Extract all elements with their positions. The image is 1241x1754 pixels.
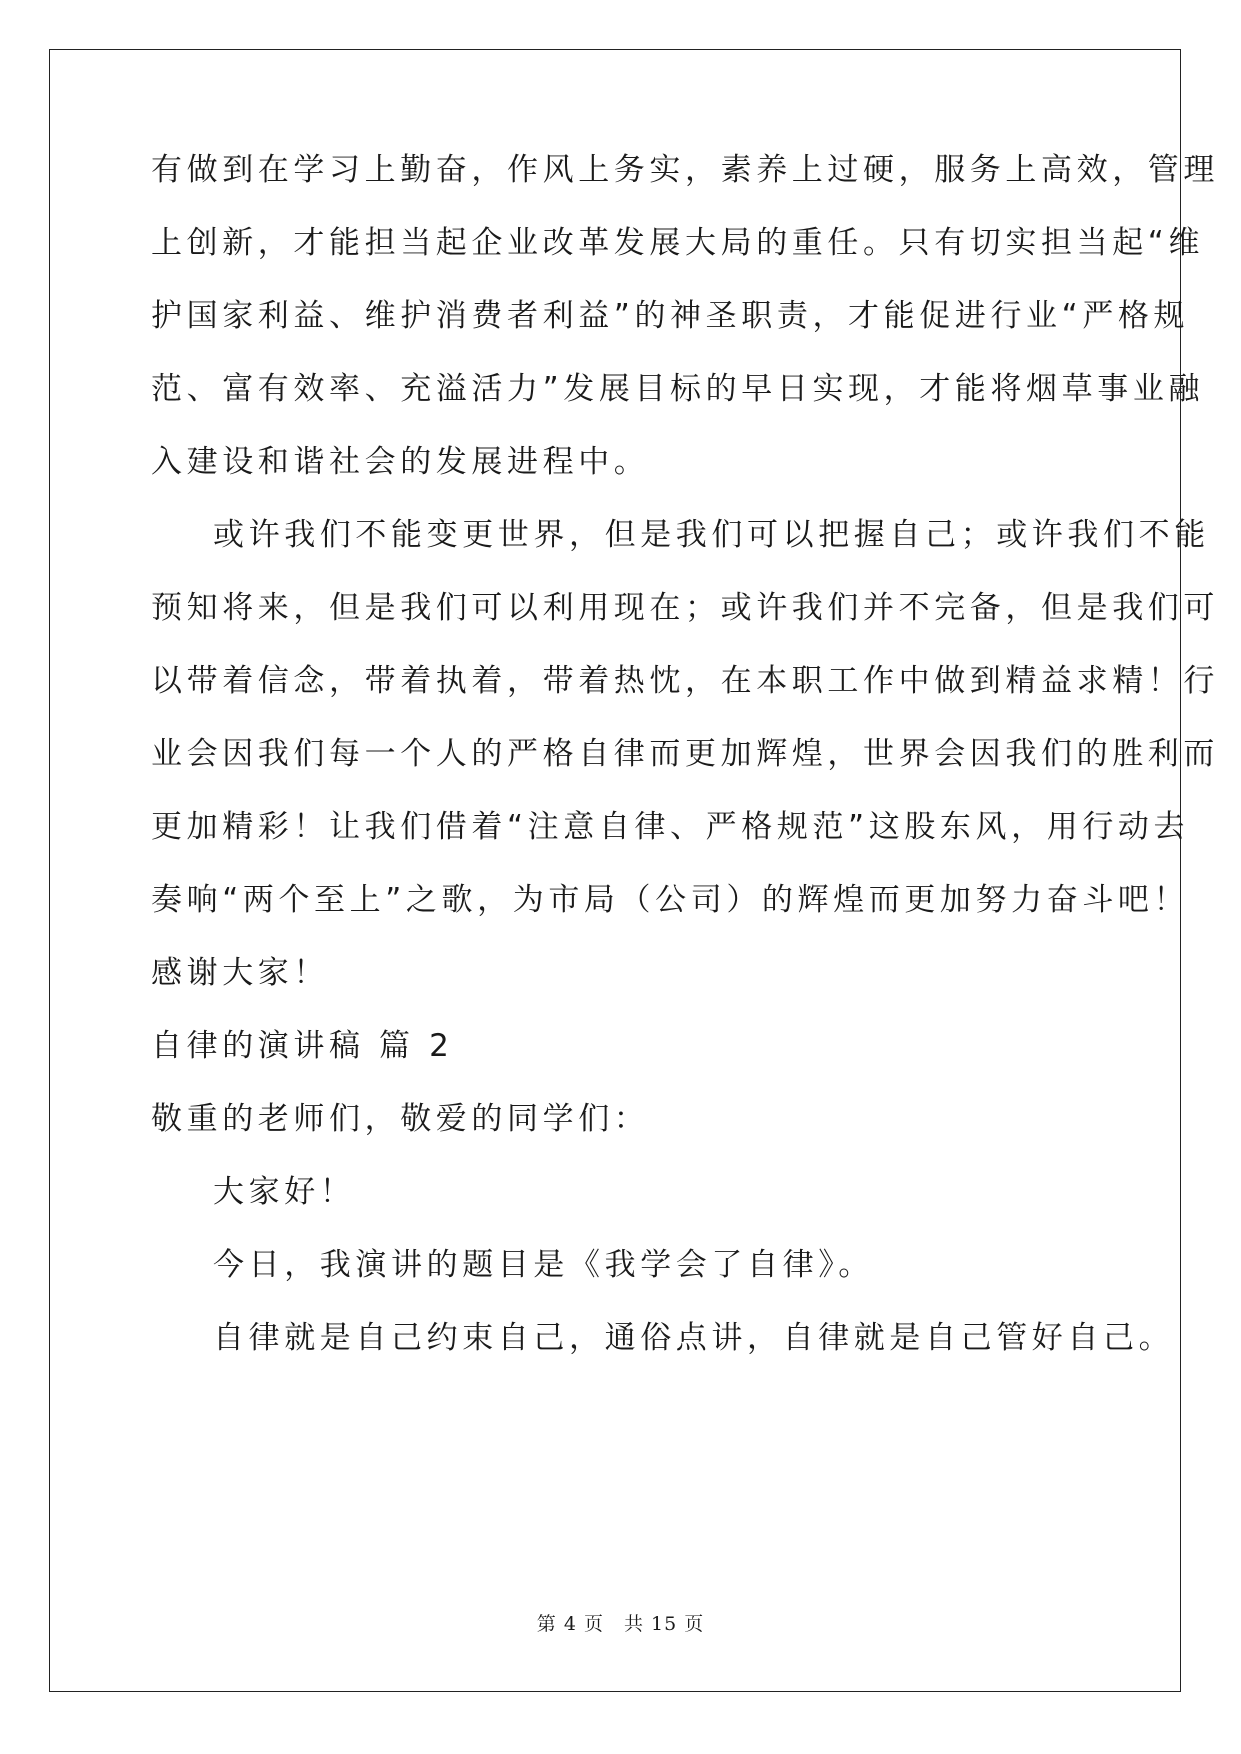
closing-line: 感谢大家！ xyxy=(151,955,329,991)
paragraph-line: 更加精彩！让我们借着“注意自律、严格规范”这股东风，用行动去 xyxy=(151,809,1190,845)
paragraph-line: 业会因我们每一个人的严格自律而更加辉煌，世界会因我们的胜利而 xyxy=(151,736,1219,772)
salutation-line: 敬重的老师们，敬爱的同学们： xyxy=(151,1101,650,1137)
greeting-line: 大家好！ xyxy=(213,1174,356,1210)
paragraph-line: 以带着信念，带着执着，带着热忱，在本职工作中做到精益求精！行 xyxy=(151,663,1219,699)
paragraph-line: 奏响“两个至上”之歌，为市局（公司）的辉煌而更加努力奋斗吧！ xyxy=(151,882,1190,918)
paragraph-line: 今日，我演讲的题目是《我学会了自律》。 xyxy=(213,1247,874,1283)
paragraph-line: 自律就是自己约束自己，通俗点讲，自律就是自己管好自己。 xyxy=(213,1320,1175,1356)
paragraph-line: 入建设和谐社会的发展进程中。 xyxy=(151,444,650,480)
paragraph-line: 预知将来，但是我们可以利用现在；或许我们并不完备，但是我们可 xyxy=(151,590,1219,626)
paragraph-line: 范、富有效率、充溢活力”发展目标的早日实现，才能将烟草事业融 xyxy=(151,371,1205,407)
paragraph-line: 护国家利益、维护消费者利益”的神圣职责，才能促进行业“严格规 xyxy=(151,298,1190,334)
paragraph-line: 或许我们不能变更世界，但是我们可以把握自己；或许我们不能 xyxy=(213,517,1210,553)
section-heading: 自律的演讲稿 篇 2 xyxy=(151,1028,454,1064)
page-footer: 第 4 页 共 15 页 xyxy=(536,1613,705,1635)
paragraph-line: 上创新，才能担当起企业改革发展大局的重任。只有切实担当起“维 xyxy=(151,225,1205,261)
paragraph-line: 有做到在学习上勤奋，作风上务实，素养上过硬，服务上高效，管理 xyxy=(151,152,1219,188)
